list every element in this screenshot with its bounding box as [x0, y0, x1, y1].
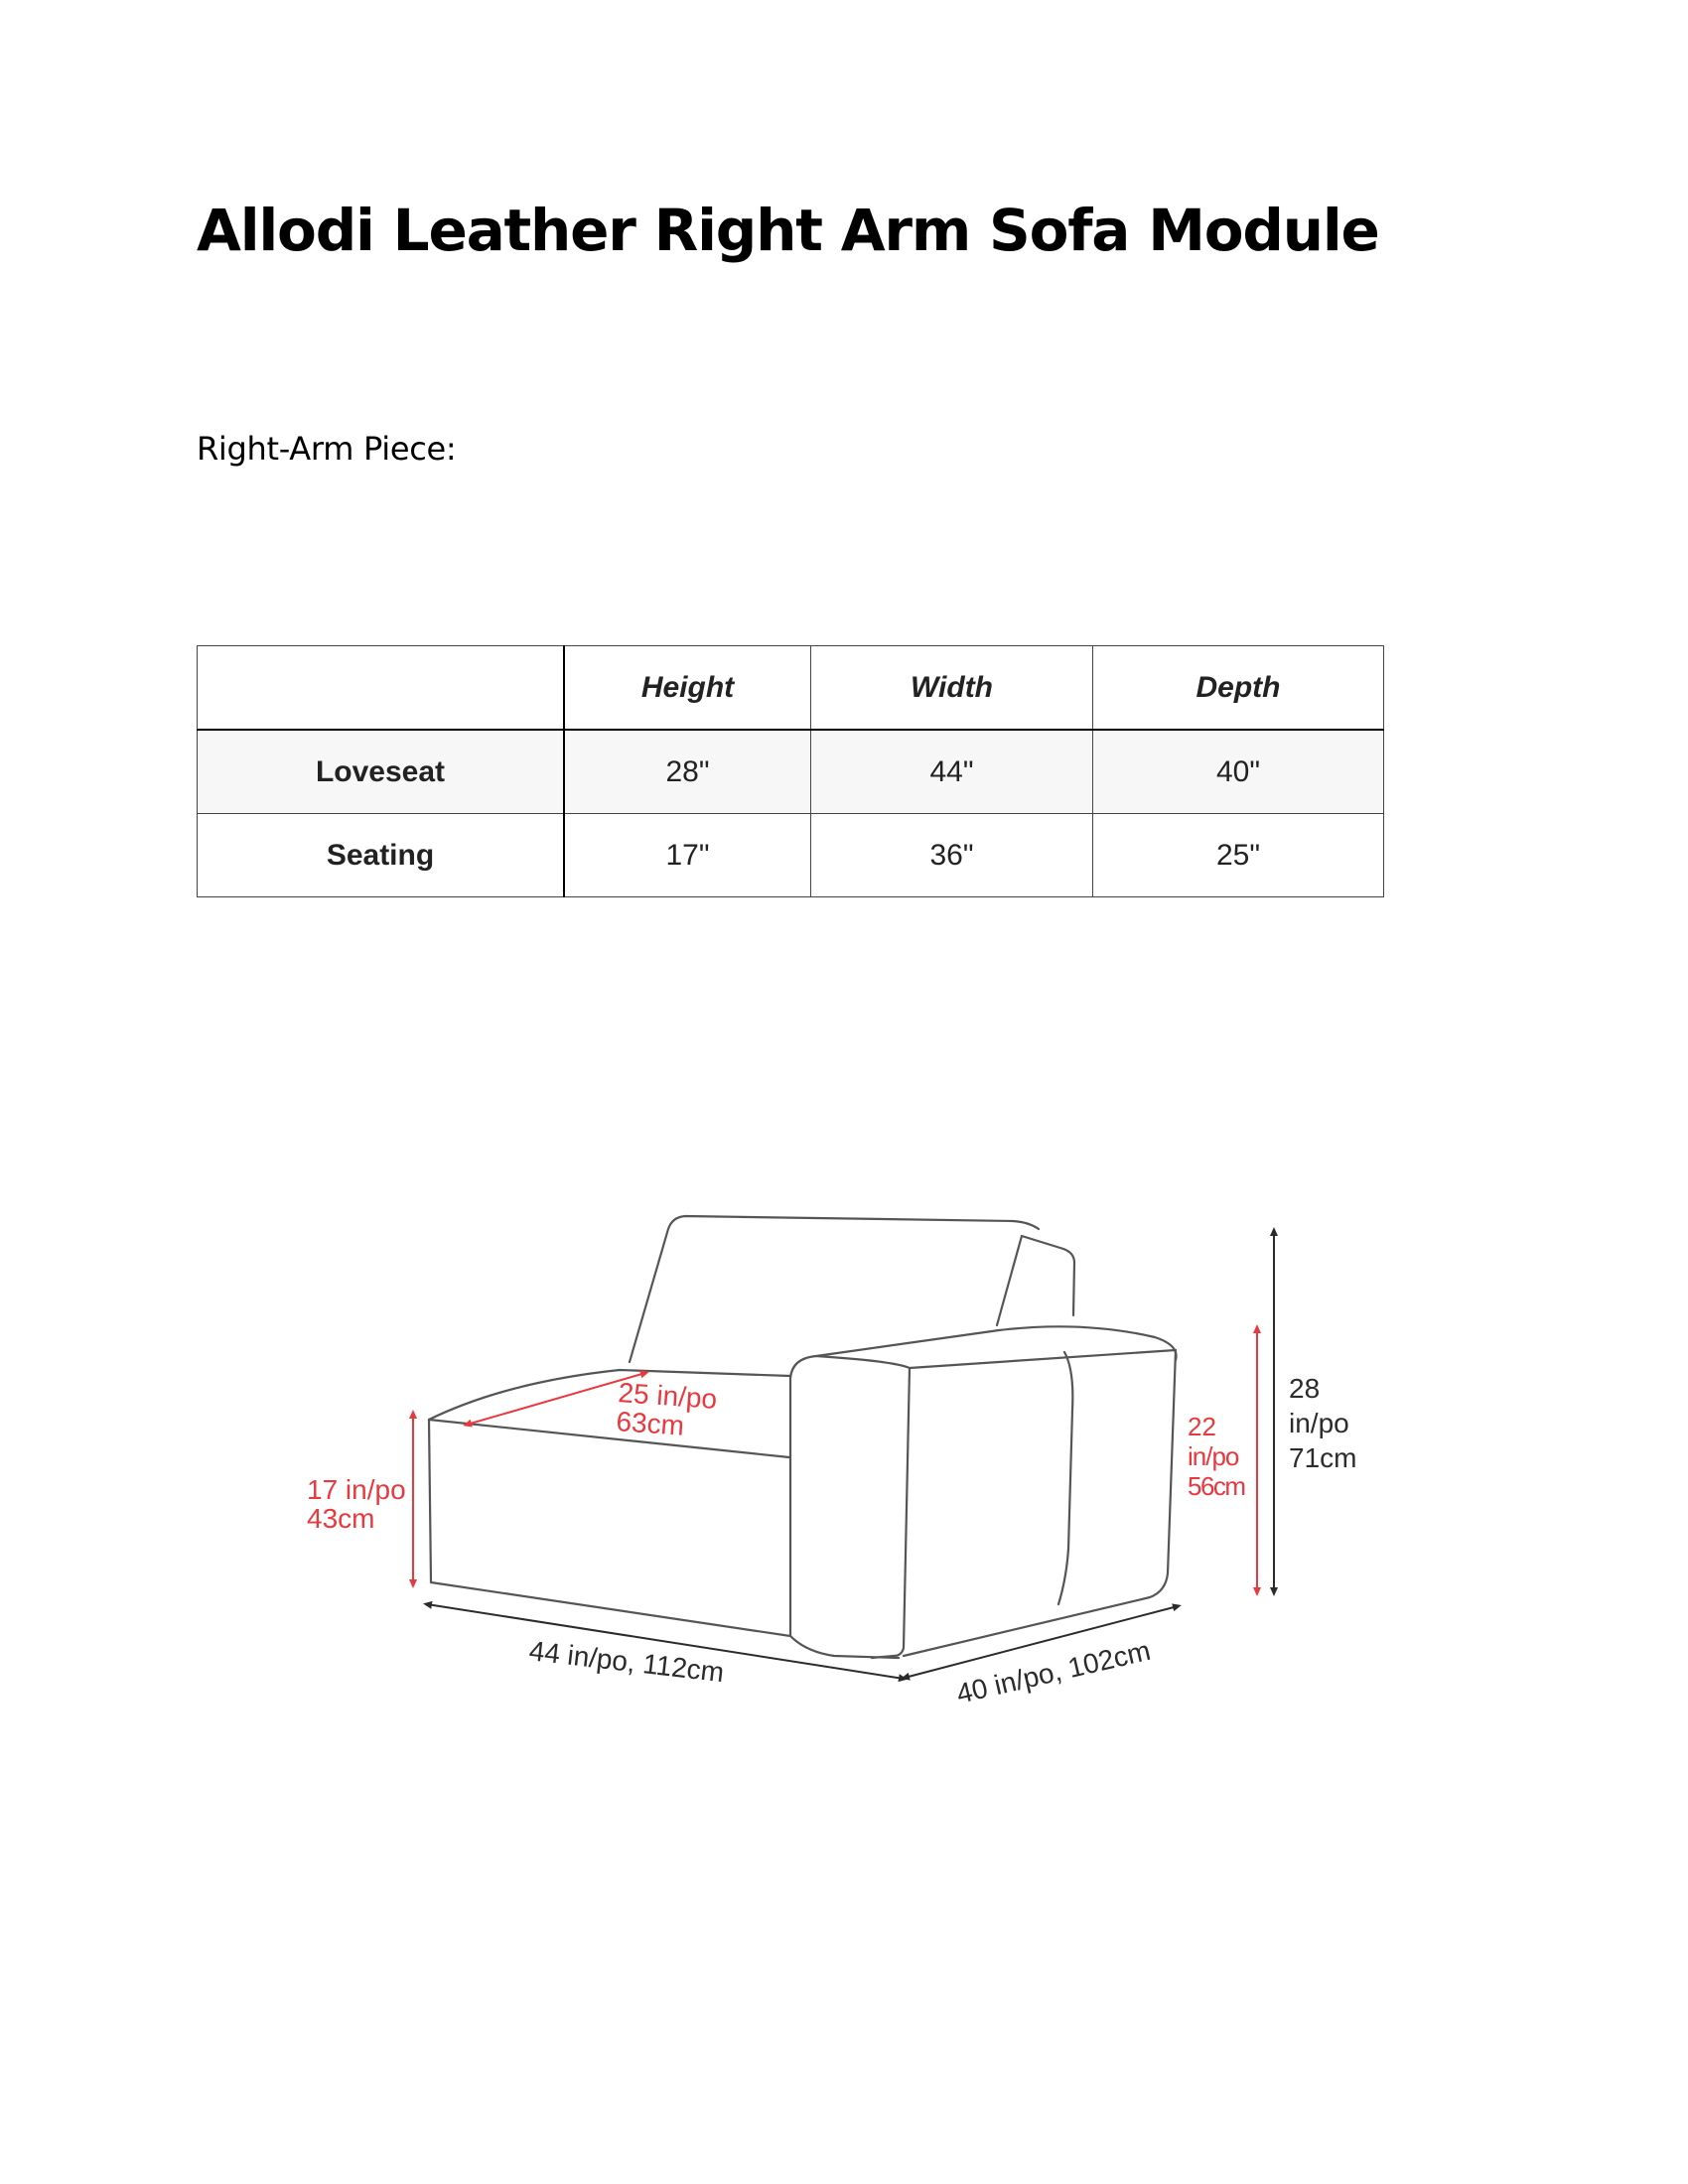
seat-depth-cm-label: 63cm	[615, 1406, 686, 1441]
header-height: Height	[564, 646, 811, 731]
seat-height-label: 17 in/po	[307, 1474, 406, 1505]
depth-label: 40 in/po, 102cm	[953, 1634, 1154, 1709]
seat-depth-label: 25 in/po	[617, 1377, 719, 1415]
total-height-unit: in/po	[1289, 1408, 1349, 1438]
row-label-loveseat: Loveseat	[198, 730, 565, 814]
header-width: Width	[811, 646, 1093, 731]
cell-width: 44"	[811, 730, 1093, 814]
cell-depth: 25"	[1093, 814, 1384, 897]
section-subtitle: Right-Arm Piece:	[197, 430, 457, 468]
row-label-seating: Seating	[198, 814, 565, 897]
red-dimension-lines	[413, 1328, 1257, 1592]
header-depth: Depth	[1093, 646, 1384, 731]
sofa-outline-icon	[429, 1216, 1177, 1658]
cell-width: 36"	[811, 814, 1093, 897]
arm-height-value: 22	[1188, 1412, 1216, 1441]
page-title: Allodi Leather Right Arm Sofa Module	[197, 197, 1379, 264]
cell-height: 28"	[564, 730, 811, 814]
width-label: 44 in/po, 112cm	[527, 1635, 726, 1689]
total-height-cm: 71cm	[1289, 1442, 1357, 1473]
arm-height-cm: 56cm	[1188, 1471, 1245, 1501]
seat-height-cm-label: 43cm	[307, 1503, 375, 1534]
arm-height-unit: in/po	[1188, 1441, 1239, 1471]
cell-depth: 40"	[1093, 730, 1384, 814]
dimension-lines	[427, 1231, 1274, 1679]
cell-height: 17"	[564, 814, 811, 897]
total-height-value: 28	[1289, 1373, 1321, 1404]
